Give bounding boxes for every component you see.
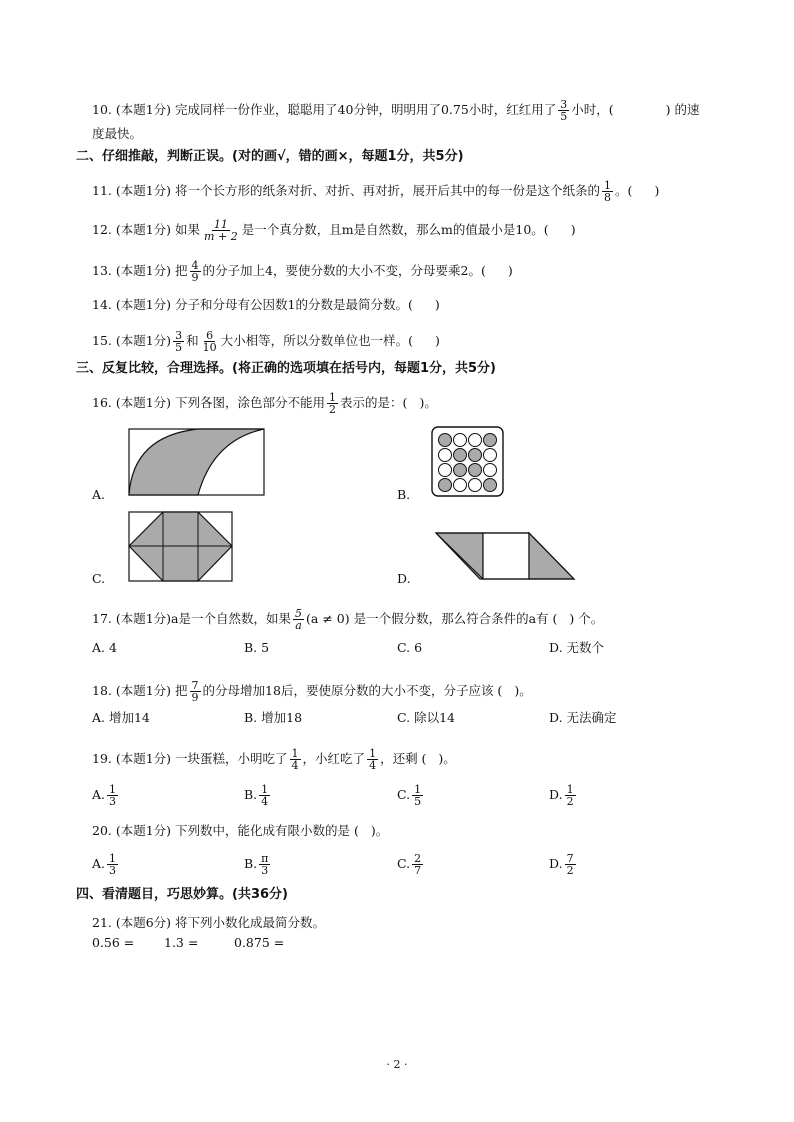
section-2-heading: 二、仔细推敲，判断正误。(对的画√，错的画×，每题1分，共5分) [76,149,464,164]
q20-option-a[interactable]: A. $\frac{1}{3}$ [92,852,117,877]
q11-text-b: 。( [615,183,633,198]
q19-text-b: ，还剩 ( [380,751,427,766]
q18-fraction: $\frac{7}{9}$ [191,679,199,704]
question-11 [92,180,659,203]
q19-option-c[interactable]: C. $\frac{1}{5}$ [397,783,422,808]
q15-fraction-1: $\frac{3}{5}$ [175,329,183,354]
question-19 [92,748,456,771]
q13-close-paren: ) [507,263,513,278]
q10-line2: 度最快。 [92,126,143,141]
q16-figure-b[interactable] [431,426,505,498]
question-14 [92,297,440,313]
q21-item-2[interactable]: 1.3 = [164,935,199,950]
q12-text: 12. (本题1分) 如果 [92,222,201,237]
q17-text-b: (a ≠ 0) 是一个假分数，那么符合条件的a有 ( [306,611,558,626]
page-number: · 2 · [386,1058,408,1071]
q16-label-b: B. [397,487,411,502]
q11-text: 11. (本题1分) 将一个长方形的纸条对折、对折、再对折，展开后其中的每一份是这个纸条的 [92,183,601,198]
question-17 [92,608,603,631]
question-20 [92,823,388,839]
q14-close-paren: ) [434,297,440,312]
q12-close-paren: ) [570,222,576,237]
section-4-heading: 四、看清题目，巧思妙算。(共36分) [76,887,288,902]
q21-item-1[interactable]: 0.56 = [92,935,135,950]
q16-figure-c[interactable] [128,511,234,583]
q16-close-paren: )。 [419,395,437,410]
q19-option-b[interactable]: B. $\frac{1}{4}$ [244,783,269,808]
q18-text: 18. (本题1分) 把 [92,683,188,698]
question-12 [92,219,576,242]
q16-text-b: 表示的是：( [340,395,408,410]
question-10 [92,99,700,122]
q13-text: 13. (本题1分) 把 [92,263,188,278]
q15-fraction-2: $\frac{6}{10}$ [202,329,217,354]
q16-label-a: A. [92,487,106,502]
q18-close-paren: )。 [514,683,532,698]
q13-text-b: 的分子加上4，要使分数的大小不变，分母要乘2。( [202,263,486,278]
question-13 [92,260,513,283]
q17-option-a[interactable]: A. 4 [92,640,117,655]
q10-fraction: $\frac{3}{5}$ [560,98,568,123]
q18-option-c[interactable]: C. 除以14 [397,710,455,725]
q18-option-b[interactable]: B. 增加18 [244,710,303,725]
q19-option-a[interactable]: A. $\frac{1}{3}$ [92,783,117,808]
q11-close-paren: ) [654,183,660,198]
q18-text-b: 的分母增加18后，要使原分数的大小不变，分子应该 ( [202,683,503,698]
q19-option-d[interactable]: D. $\frac{1}{2}$ [549,783,574,808]
q16-fraction: $\frac{1}{2}$ [329,391,337,416]
question-15 [92,330,440,353]
q17-fraction: $\frac{5}{a}$ [295,607,303,632]
q14-text: 14. (本题1分) 分子和分母有公因数1的分数是最简分数。( [92,297,413,312]
q19-fraction-2: $\frac{1}{4}$ [369,747,377,772]
q18-option-d[interactable]: D. 无法确定 [549,710,617,725]
q17-option-b[interactable]: B. 5 [244,640,270,655]
q10-text-c: ) 的速 [665,102,700,117]
q20-option-b[interactable]: B. $\frac{\pi}{3}$ [244,852,269,877]
q20-option-c[interactable]: C. $\frac{2}{7}$ [397,852,422,877]
q20-option-d[interactable]: D. $\frac{7}{2}$ [549,852,574,877]
q19-fraction-1: $\frac{1}{4}$ [291,747,299,772]
q10-text-b: 小时，( [571,102,614,117]
q12-fraction: $\frac{11}{m + 2}$ [204,218,238,243]
q17-option-d[interactable]: D. 无数个 [549,640,605,655]
q17-close-paren: ) 个。 [569,611,604,626]
section-3-heading: 三、反复比较，合理选择。(将正确的选项填在括号内，每题1分，共5分) [76,361,496,376]
q18-option-a[interactable]: A. 增加14 [92,710,150,725]
q12-text-b: 是一个真分数，且m是自然数，那么m的值最小是10。( [241,222,549,237]
question-18 [92,680,532,703]
q19-text: 19. (本题1分) 一块蛋糕，小明吃了 [92,751,288,766]
q17-text: 17. (本题1分)a是一个自然数，如果 [92,611,292,626]
q15-close-paren: ) [434,333,440,348]
q19-close-paren: )。 [438,751,456,766]
q10-text-a: 10. (本题1分) 完成同样一份作业，聪聪用了40分钟，明明用了0.75小时，红红用了 [92,102,557,117]
question-21: 21. (本题6分) 将下列小数化成最简分数。 [92,915,326,930]
q16-label-d: D. [397,571,411,586]
q21-item-3[interactable]: 0.875 = [234,935,285,950]
q20-close-paren: )。 [370,823,389,838]
q16-label-c: C. [92,571,106,586]
q16-text: 16. (本题1分) 下列各图，涂色部分不能用 [92,395,326,410]
q11-fraction: $\frac{1}{8}$ [604,179,612,204]
q16-figure-d[interactable] [435,532,577,582]
q17-option-c[interactable]: C. 6 [397,640,423,655]
q15-and: 和 [186,333,199,348]
q16-figure-a[interactable] [128,428,266,498]
q15-text: 15. (本题1分) [92,333,172,348]
q20-text: 20. (本题1分) 下列数中，能化成有限小数的是 ( [92,823,359,838]
question-16 [92,392,437,415]
q19-text-mid: ，小红吃了 [302,751,366,766]
q15-text-b: 大小相等，所以分数单位也一样。( [220,333,413,348]
q13-fraction: $\frac{4}{9}$ [191,259,199,284]
